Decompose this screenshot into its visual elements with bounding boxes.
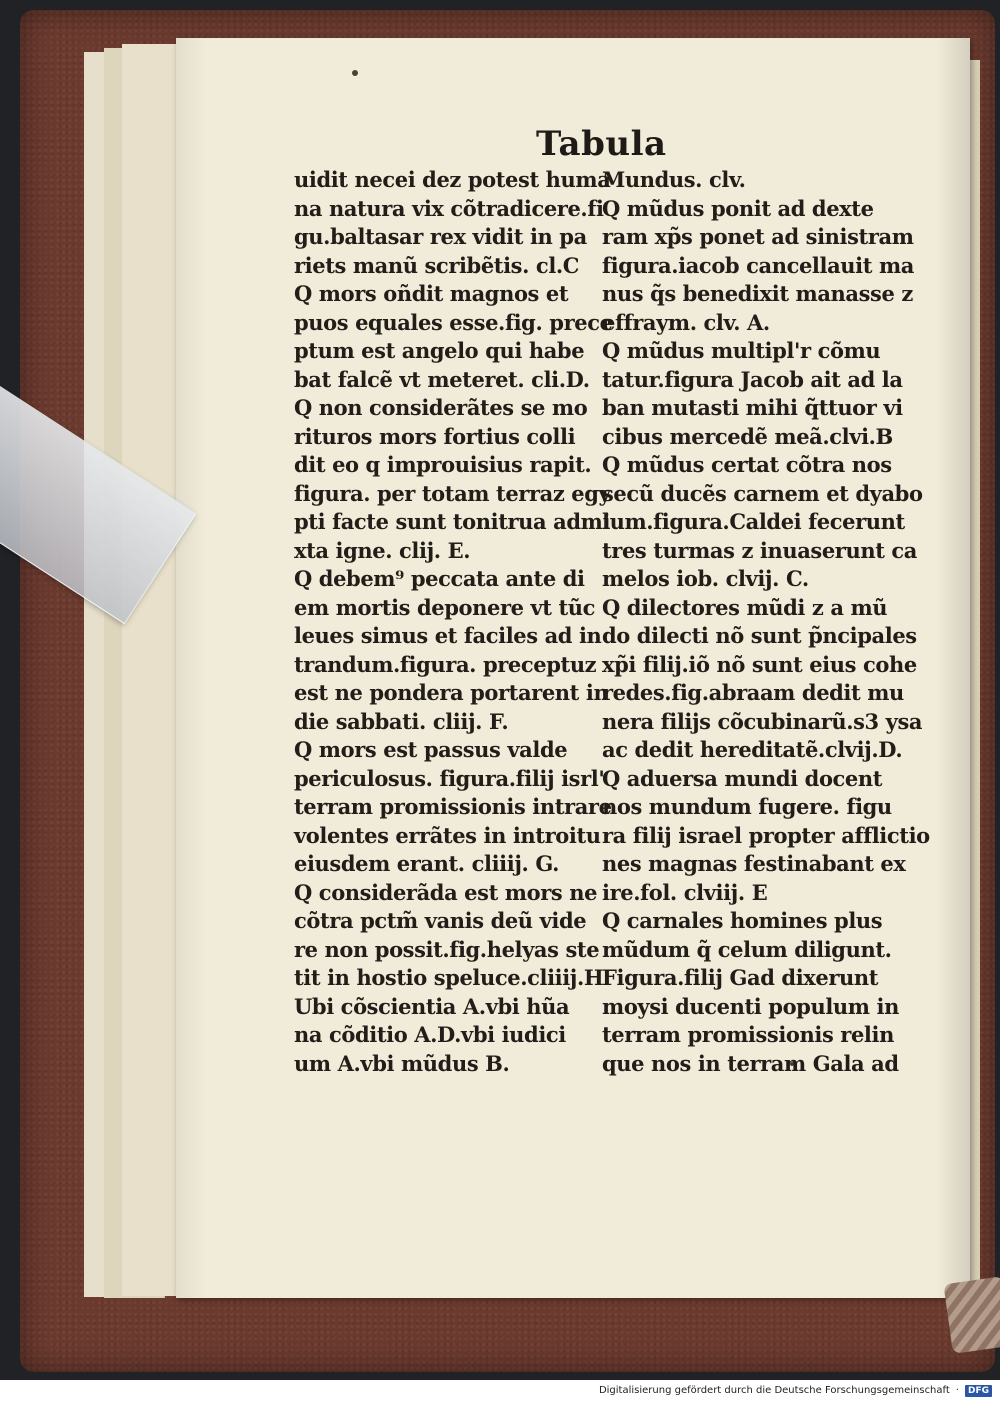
text-line: Q debem⁹ peccata ante di — [294, 566, 585, 591]
text-line: Ubi cõscientia A.vbi hũa — [294, 993, 570, 1019]
text-line: re non possit.fig.helyas ste — [294, 936, 600, 962]
text-line: cõtra pctm̃ vanis deũ vide — [294, 908, 587, 933]
text-line: melos iob. clvij. C. — [602, 566, 809, 591]
text-line: ire.fol. clviij. E — [602, 879, 768, 905]
ink-spot — [352, 70, 358, 76]
footer-bar — [0, 1380, 1000, 1401]
text-line: Q mors est passus valde — [294, 737, 568, 762]
text-line: Q mũdus ponit ad dexte — [602, 195, 874, 221]
text-line: xta igne. clij. E. — [294, 537, 471, 563]
text-column-left — [294, 166, 613, 1078]
text-line: lum.figura.Caldei fecerunt — [602, 509, 905, 534]
text-line: nes magnas festinabant ex — [602, 851, 906, 876]
text-line: Q aduersa mundi docent — [602, 765, 883, 791]
text-line: bat falcẽ vt meteret. cli.D. — [294, 366, 590, 392]
text-line: Q mũdus multipl'r cõmu — [602, 338, 881, 363]
text-line: Q mors oñdit magnos et — [294, 281, 569, 306]
text-line: trandum.figura. preceptuz — [294, 651, 597, 677]
text-line: nera filijs cõcubinarũ.s3 ysa — [602, 708, 923, 734]
text-line: gu.baltasar rex vidit in pa — [294, 224, 587, 249]
text-line: tit in hostio speluce.cliiij.H — [294, 965, 604, 990]
text-line: eiusdem erant. cliiij. G. — [294, 851, 560, 876]
text-line: Q dilectores mũdi z a mũ — [602, 594, 888, 620]
text-line: ram xp̃s ponet ad sinistram — [602, 224, 914, 249]
text-line: Q carnales homines plus — [602, 908, 883, 933]
text-line: ban mutasti mihi q̃ttuor vi — [602, 395, 903, 420]
text-line: nos mundum fugere. figu — [602, 794, 892, 819]
text-line: leues simus et faciles ad in — [294, 623, 602, 648]
text-line: na cõditio A.D.vbi iudici — [294, 1022, 566, 1047]
text-line: secũ ducẽs carnem et dyabo — [602, 480, 923, 506]
text-line: rituros mors fortius colli — [294, 423, 576, 449]
page-heading: Tabula — [536, 124, 667, 164]
text-line: figura. per totam terraz egy — [294, 480, 611, 506]
text-line: riets manũ scribẽtis. cl.C — [294, 252, 580, 278]
text-line: em mortis deponere vt tũc — [294, 594, 596, 620]
text-line: um A.vbi mũdus B. — [294, 1050, 510, 1076]
text-line: terram promissionis relin — [602, 1022, 894, 1047]
text-line: dit eo q improuisius rapit. — [294, 452, 592, 477]
text-line: Mundus. clv. — [602, 167, 746, 192]
text-line: cibus mercedẽ meã.clvi.B — [602, 423, 893, 449]
text-line: nus q̃s benedixit manasse z — [602, 281, 913, 306]
text-line: puos equales esse.fig. prece — [294, 309, 613, 335]
text-line: pti facte sunt tonitrua admi — [294, 509, 611, 534]
page-stack-edge — [122, 44, 179, 1296]
text-line: na natura vix cõtradicere.fi — [294, 195, 604, 221]
footer-credit: Digitalisierung gefördert durch die Deutsche Forschungsgemeinschaft — [598, 1385, 950, 1396]
ribbon-tie — [943, 1276, 1000, 1354]
text-line: que nos in terram Gala ad — [602, 1050, 899, 1076]
dfg-logo-icon: DFG — [965, 1385, 992, 1397]
text-line: effraym. clv. A. — [602, 309, 770, 335]
text-line: volentes errãtes in introitu — [294, 822, 601, 848]
text-line: Q considerãda est mors ne — [294, 879, 598, 905]
text-line: mũdum q̃ celum diligunt. — [602, 936, 892, 962]
text-line: moysi ducenti populum in — [602, 993, 899, 1019]
text-line: xp̃i filij.iõ nõ sunt eius cohe — [602, 651, 917, 677]
text-line: uidit necei dez potest huma — [294, 167, 611, 192]
text-line: Q mũdus certat cõtra nos — [602, 452, 892, 477]
text-line: Q non considerãtes se mo — [294, 395, 588, 420]
text-line: do dilecti nõ sunt p̃ncipales — [602, 623, 917, 648]
text-line: figura.iacob cancellauit ma — [602, 252, 914, 278]
text-line: tres turmas z inuaserunt ca — [602, 537, 917, 563]
text-line: ptum est angelo qui habe — [294, 338, 585, 363]
text-line: ra filij israel propter afflictio — [602, 822, 930, 848]
footer-separator: · — [955, 1385, 959, 1396]
text-line: ac dedit hereditatẽ.clvij.D. — [602, 737, 903, 762]
text-line: die sabbati. cliij. F. — [294, 708, 509, 734]
text-line: est ne pondera portarent in — [294, 680, 609, 705]
text-column-right — [602, 166, 930, 1078]
text-line: Figura.filij Gad dixerunt — [602, 965, 879, 990]
text-line: periculosus. figura.filij isrl' — [294, 765, 605, 791]
text-line: tatur.figura Jacob ait ad la — [602, 366, 903, 392]
text-line: terram promissionis intrare — [294, 794, 612, 819]
text-line: redes.fig.abraam dedit mu — [602, 680, 904, 705]
